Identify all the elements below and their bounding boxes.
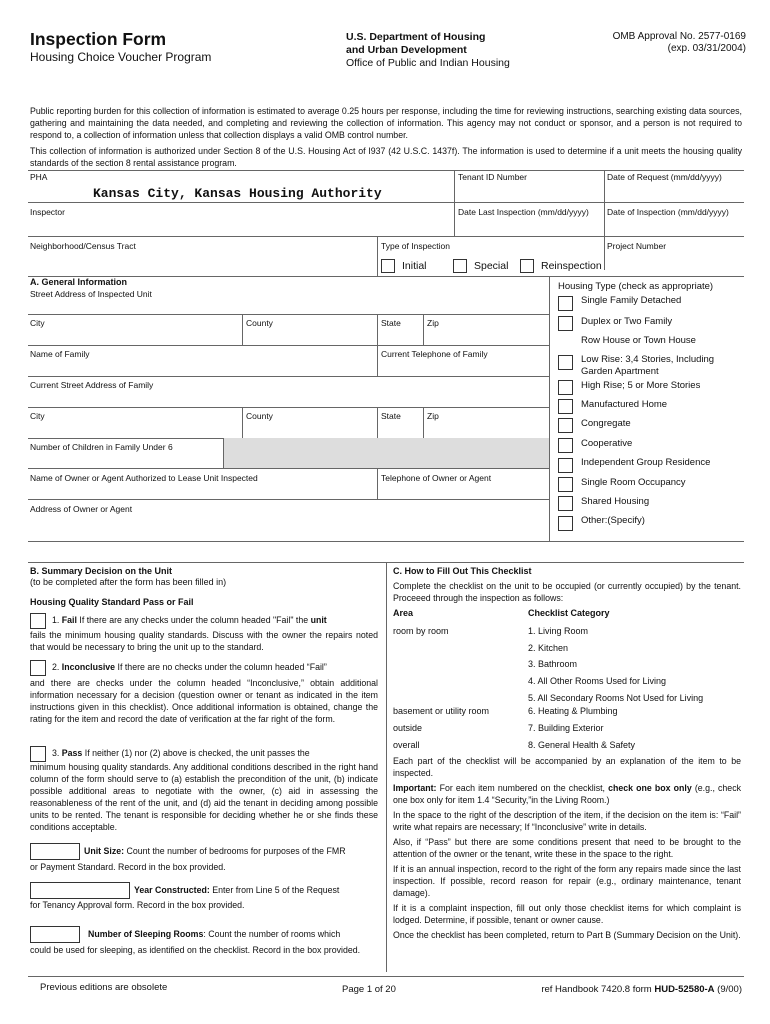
initial-checkbox[interactable]	[381, 259, 395, 273]
owner-name-label: Name of Owner or Agent Authorized to Lease Unit Inspected	[30, 473, 258, 483]
sleeping-rooms-input[interactable]	[30, 926, 80, 943]
reinspection-label: Reinspection	[541, 260, 602, 272]
state-label: State	[381, 318, 401, 328]
fail-text: fails the minimum housing quality standards. Discuss with the owner the repairs noted that would be necessary to bring the unit up to the standard.	[30, 630, 378, 652]
housing-type-label: Low Rise: 3,4 Stories, Including	[581, 354, 715, 365]
category-header: Checklist Category	[528, 608, 610, 618]
housing-type-title: Housing Type (check as appropriate)	[558, 281, 714, 292]
category-secondary-rooms: 5. All Secondary Rooms Not Used for Living	[528, 693, 704, 703]
owner-phone-label: Telephone of Owner or Agent	[381, 473, 492, 483]
children-shaded-area	[223, 438, 549, 468]
pass-text: minimum housing quality standards. Any additional conditions described in the right hand column of the form should serve to (a) establish the precondition of the unit, (b) indicate possible additional areas to negotiate with the owner, (c) aid in assessing the reasonableness of the rent of the unit, and (d) aid the tenant in deciding among possible units to be rented. The tenant is responsible for deciding whether he or she finds these conditions acceptable.	[30, 762, 378, 832]
county-label-2: County	[246, 411, 273, 421]
housing-type-label: Congregate	[581, 418, 631, 429]
authority-statement: This collection of information is authorized under Section 8 of the U.S. Housing Act of I937 (42 U.S.C. 1437f). The information is used to determine if a unit meets the housing quality standards of the section 8 rental assistance program.	[30, 146, 742, 168]
housing-type-label: Duplex or Two Family	[581, 316, 673, 327]
housing-type-checkbox[interactable]	[558, 438, 573, 453]
neighborhood-label: Neighborhood/Census Tract	[30, 241, 136, 251]
owner-address-label: Address of Owner or Agent	[30, 504, 133, 514]
inconclusive-heading: 2. Inconclusive If there are no checks under the column headed “Fail”	[52, 662, 327, 672]
housing-type-label: Garden Apartment	[581, 366, 659, 377]
housing-type-label: Single Family Detached	[581, 295, 682, 306]
section-a-title: A. General Information	[30, 277, 128, 287]
zip-label-2: Zip	[427, 411, 439, 421]
pass-heading: 3. Pass If neither (1) nor (2) above is checked, the unit passes the	[52, 748, 310, 758]
footer-page: Page 1 of 20	[342, 984, 396, 995]
category-bathroom: 3. Bathroom	[528, 659, 578, 669]
fail-checkbox[interactable]	[30, 613, 46, 629]
area-outside: outside	[393, 723, 423, 733]
department-line2: and Urban Development	[346, 44, 467, 56]
category-heating-plumbing: 6. Heating & Plumbing	[528, 706, 618, 716]
housing-type-checkbox[interactable]	[558, 477, 573, 492]
housing-type-checkbox[interactable]	[558, 458, 573, 473]
program-name: Housing Choice Voucher Program	[30, 50, 212, 64]
street-address-label: Street Address of Inspected Unit	[30, 289, 152, 299]
year-constructed-input[interactable]	[30, 882, 130, 899]
burden-statement: Public reporting burden for this collection of information is estimated to average 0.25 hours per response, including the time for reviewing instructions, searching existing data sources, gathering and maintaining the data needed, and completing and reviewing the collection of information. This agency may not conduct or sponsor, and a person is not required to respond to, a collection of information unless that collection displays a valid OMB control number.	[30, 106, 742, 140]
inconclusive-text: and there are checks under the column headed “Inconclusive,” obtain additional information necessary for a decision (question owner or tenant as indicated in the item instructions given in this checklist). Once additional information is obtained, change the rating for the item and record the date of verification at the far right of the form.	[30, 678, 378, 724]
section-c-p2: Important: For each item numbered on the checklist, check one box only (e.g., check one box only for item 1.4 “Security,”in the Living Room.)	[393, 783, 742, 805]
pha-value[interactable]: Kansas City, Kansas Housing Authority	[93, 186, 382, 201]
current-street-label: Current Street Address of Family	[30, 380, 154, 390]
year-constructed-heading: Year Constructed: Enter from Line 5 of the Request	[134, 885, 340, 895]
date-of-inspection-label: Date of Inspection (mm/dd/yyyy)	[607, 207, 729, 217]
project-number-label: Project Number	[607, 241, 667, 251]
housing-type-checkbox[interactable]	[558, 516, 573, 531]
category-health-safety: 8. General Health & Safety	[528, 740, 636, 750]
date-last-inspection-label: Date Last Inspection (mm/dd/yyyy)	[458, 207, 589, 217]
unit-size-input[interactable]	[30, 843, 80, 860]
section-b-subtitle: (to be completed after the form has been filled in)	[30, 577, 227, 587]
housing-type-label: Independent Group Residence	[581, 457, 711, 468]
fail-heading: 1. Fail If there are any checks under the column headed "Fail" the unit	[52, 615, 327, 625]
date-of-request-label: Date of Request (mm/dd/yyyy)	[607, 172, 722, 182]
category-building-exterior: 7. Building Exterior	[528, 723, 604, 733]
form-title: Inspection Form	[30, 29, 167, 49]
housing-type-checkbox[interactable]	[558, 296, 573, 311]
housing-type-label: Manufactured Home	[581, 399, 668, 410]
sleeping-rooms-heading: Number of Sleeping Rooms: Count the number of rooms which	[88, 929, 341, 939]
section-c-title: C. How to Fill Out This Checklist	[393, 566, 532, 576]
footer-obsolete: Previous editions are obsolete	[40, 982, 168, 993]
housing-type-checkbox[interactable]	[558, 316, 573, 331]
hqs-title: Housing Quality Standard Pass or Fail	[30, 597, 194, 607]
area-header: Area	[393, 608, 414, 618]
sleeping-rooms-text: could be used for sleeping, as identified on the checklist. Record in the box provided.	[30, 945, 361, 955]
housing-type-checkbox[interactable]	[558, 355, 573, 370]
tenant-id-label: Tenant ID Number	[458, 172, 527, 182]
zip-label: Zip	[427, 318, 439, 328]
type-of-inspection-label: Type of Inspection	[381, 241, 450, 251]
section-c-p3: In the space to the right of the description of the item, if the decision on the item is: “Fail” write what repairs are necessary; If “Inconclusive” write in details.	[393, 810, 741, 832]
area-room-by-room: room by room	[393, 626, 449, 636]
housing-type-checkbox[interactable]	[558, 418, 573, 433]
reinspection-checkbox[interactable]	[520, 259, 534, 273]
inconclusive-checkbox[interactable]	[30, 660, 46, 676]
section-c-intro: Complete the checklist on the unit to be occupied (or currently occupied) by the tenant. Proceeed through the inspection as follows:	[393, 581, 741, 603]
city-label: City	[30, 318, 45, 328]
housing-type-label: Cooperative	[581, 438, 633, 449]
section-c-p7: Once the checklist has been completed, return to Part B (Summary Decision on the Unit).	[393, 930, 741, 940]
housing-type-checkbox[interactable]	[558, 399, 573, 414]
housing-type-checkbox[interactable]	[558, 380, 573, 395]
city-label-2: City	[30, 411, 45, 421]
office-name: Office of Public and Indian Housing	[346, 57, 510, 69]
section-c-p1: Each part of the checklist will be accompanied by an explanation of the item to be inspected.	[393, 756, 741, 778]
inspector-label: Inspector	[30, 207, 65, 217]
omb-approval: OMB Approval No. 2577-0169	[612, 31, 746, 42]
pass-checkbox[interactable]	[30, 746, 46, 762]
housing-type-label: Shared Housing	[581, 496, 650, 507]
special-checkbox[interactable]	[453, 259, 467, 273]
area-overall: overall	[393, 740, 420, 750]
category-kitchen: 2. Kitchen	[528, 643, 569, 653]
special-label: Special	[474, 260, 509, 272]
housing-type-label: Other:(Specify)	[581, 515, 645, 526]
family-phone-label: Current Telephone of Family	[381, 349, 488, 359]
unit-size-heading: Unit Size: Count the number of bedrooms for purposes of the FMR	[84, 846, 346, 856]
pha-label: PHA	[30, 172, 48, 182]
county-label: County	[246, 318, 273, 328]
year-constructed-text: for Tenancy Approval form. Record in the box provided.	[30, 900, 245, 910]
housing-type-label: Single Room Occupancy	[581, 477, 686, 488]
section-c-p5: If it is an annual inspection, record to the right of the form any repairs made since the last inspection. If possible, record reason for repair (e.g., ordinary maintenance, tenant damage).	[393, 864, 741, 898]
unit-size-text: or Payment Standard. Record in the box provided.	[30, 862, 226, 872]
housing-type-label: Row House or Town House	[581, 335, 696, 346]
initial-label: Initial	[402, 260, 427, 272]
category-living-room: 1. Living Room	[528, 626, 589, 636]
omb-expiration: (exp. 03/31/2004)	[667, 43, 746, 54]
footer-form-ref: ref Handbook 7420.8 form HUD-52580-A (9/00)	[541, 984, 742, 995]
housing-type-checkbox[interactable]	[558, 496, 573, 511]
department-line1: U.S. Department of Housing	[346, 31, 486, 43]
housing-type-label: High Rise; 5 or More Stories	[581, 380, 701, 391]
children-label: Number of Children in Family Under 6	[30, 442, 173, 452]
section-c-p4: Also, if “Pass” but there are some conditions present that need to be brought to the attention of the owner or the tenant, write these in the space to the right.	[393, 837, 741, 859]
state-label-2: State	[381, 411, 401, 421]
area-basement: basement or utility room	[393, 706, 490, 716]
section-c-p6: If it is a complaint inspection, fill out only those checklist items for which complaint is lodged. Determine, if possible, tenant or owner cause.	[393, 903, 741, 925]
category-other-living: 4. All Other Rooms Used for Living	[528, 676, 667, 686]
section-b-title: B. Summary Decision on the Unit	[30, 566, 173, 576]
family-name-label: Name of Family	[30, 349, 90, 359]
